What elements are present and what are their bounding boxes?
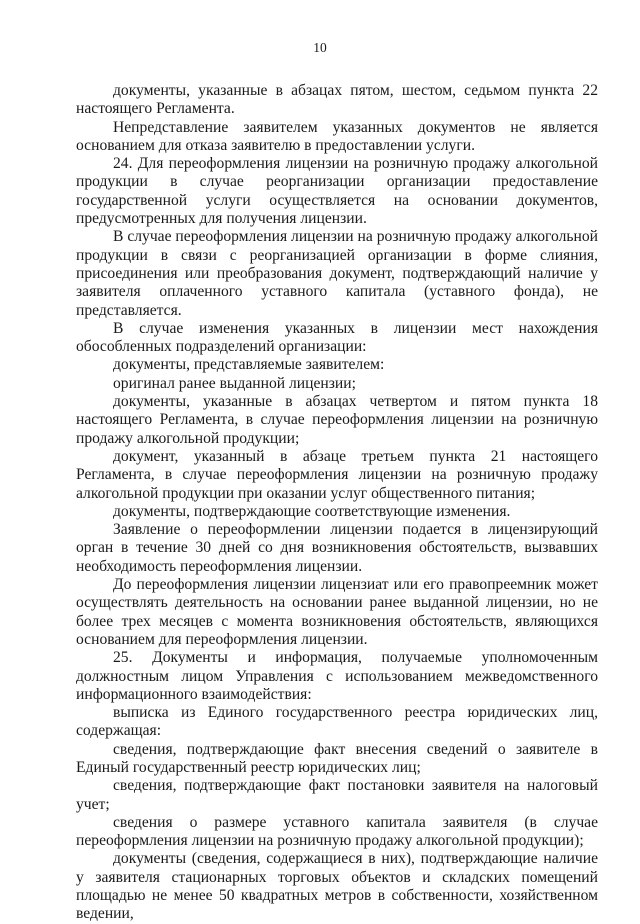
paragraph: сведения, подтверждающие факт постановки заявителя на налоговый учет; <box>76 777 598 813</box>
paragraph: Заявление о переоформлении лицензии подается в лицензирующий орган в течение 30 дней со дня возникновения обстоятельств, вызвавших необходимость переоформления лицензии. <box>76 521 598 575</box>
paragraph: документы (сведения, содержащиеся в них), подтверждающие наличие у заявителя стационарных торговых объектов и складских помещений площадью не менее 50 квадратных метров в собственности, хозяйственном ведении, <box>76 850 598 923</box>
paragraph: оригинал ранее выданной лицензии; <box>113 374 356 392</box>
page-number: 10 <box>313 40 327 55</box>
paragraph: документы, подтверждающие соответствующие изменения. <box>113 502 511 520</box>
paragraph: выписка из Единого государственного реестра юридических лиц, содержащая: <box>76 704 598 740</box>
paragraph: документ, указанный в абзаце третьем пункта 21 настоящего Регламента, в случае переоформления лицензии на розничную продажу алкогольной продукции при оказании услуг общественного питания; <box>76 447 598 502</box>
paragraph: сведения, подтверждающие факт внесения сведений о заявителе в Единый государственный реестр юридических лиц; <box>76 740 598 776</box>
paragraph: В случае изменения указанных в лицензии мест нахождения обособленных подразделений организации: <box>76 319 598 356</box>
paragraph: Непредставление заявителем указанных документов не является основанием для отказа заявителю в предоставлении услуги. <box>76 118 598 154</box>
document-body <box>76 82 598 924</box>
paragraph: До переоформления лицензии лицензиат или его правопреемник может осуществлять деятельность на основании ранее выданной лицензии, но не более трех месяцев с момента возникновения обстоятельств, являющихся основанием для переоформления лицензии. <box>76 576 598 648</box>
paragraph: документы, указанные в абзацах пятом, шестом, седьмом пункта 22 настоящего Регламента. <box>76 82 598 118</box>
paragraph: документы, указанные в абзацах четвертом и пятом пункта 18 настоящего Регламента, в случае переоформления лицензии на розничную продажу алкогольной продукции; <box>76 393 598 447</box>
paragraph: 24. Для переоформления лицензии на розничную продажу алкогольной продукции в случае реорганизации организации предоставление государственной услуги осуществляется на основании документов, предусмотренных для получения лицензии. <box>76 155 598 228</box>
paragraph: документы, представляемые заявителем: <box>113 356 385 374</box>
paragraph: сведения о размере уставного капитала заявителя (в случае переоформления лицензии на розничную продажу алкогольной продукции); <box>76 813 598 850</box>
paragraph: 25. Документы и информация, получаемые уполномоченным должностным лицом Управления с использованием межведомственного информационного взаимодействия: <box>76 649 598 703</box>
paragraph: В случае переоформления лицензии на розничную продажу алкогольной продукции в связи с реорганизацией организации в форме слияния, присоединения или преобразования документ, подтверждающий наличие у заявителя оплаченного уставного капитала (уставного фонда), не представляется. <box>76 228 598 319</box>
